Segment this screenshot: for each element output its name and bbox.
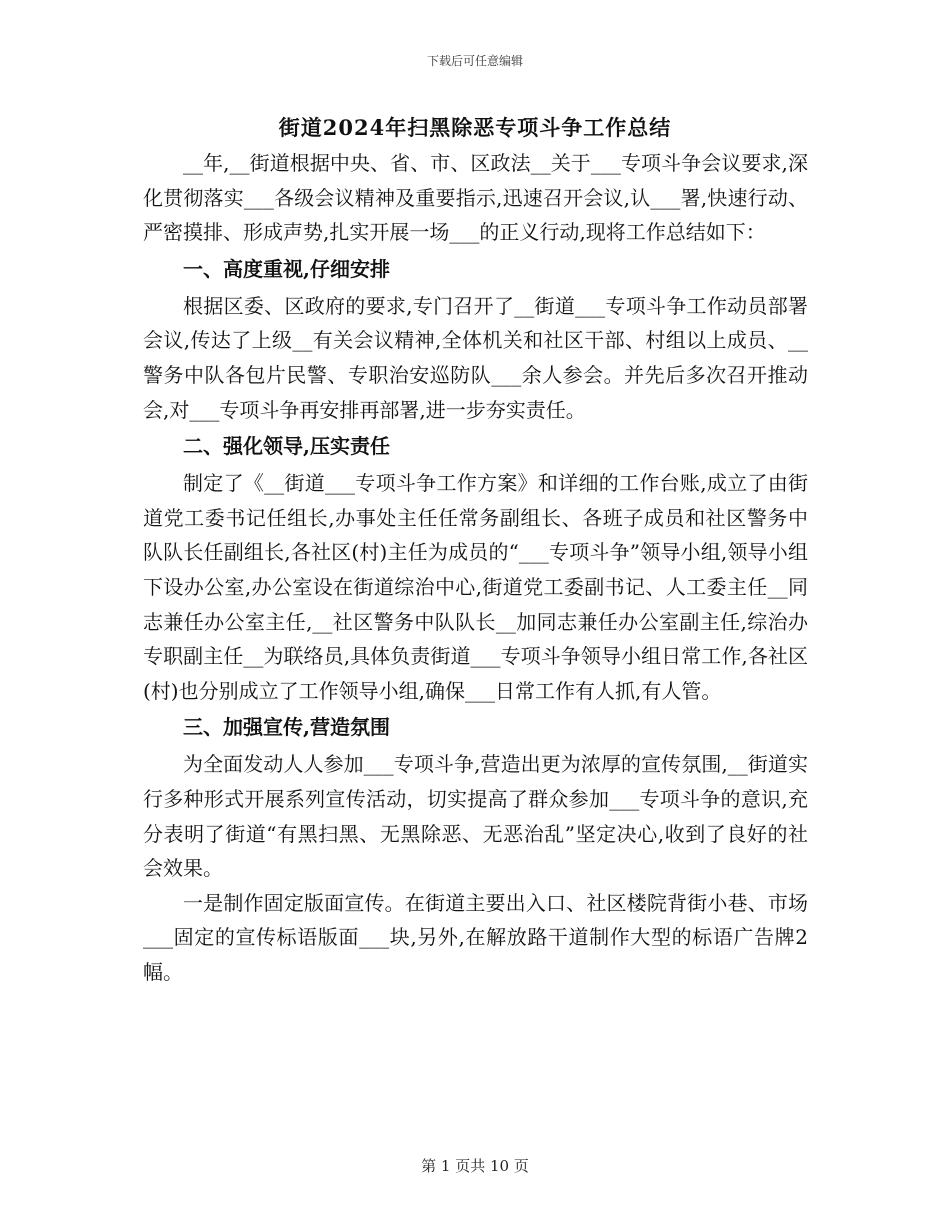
- section-3-heading: 三、加强宣传,营造氛围: [183, 715, 390, 740]
- section-3-paragraph-1: 为全面发动人人参加___专项斗争,营造出更为浓厚的宣传氛围,__街道实行多种形式开展系列宣传活动，切实提高了群众参加___专项斗争的意识,充分表明了街道“有黑扫黑、无黑除恶、无恶治乱”坚定决心,收到了良好的社会效果。: [143, 752, 808, 881]
- page-footer: 第 1 页共 10 页: [421, 1157, 529, 1175]
- header-note: 下载后可任意编辑: [426, 54, 523, 68]
- document-title: 街道2024年扫黑除恶专项斗争工作总结: [278, 115, 672, 140]
- document-body: [143, 146, 808, 989]
- section-2-paragraph: 制定了《__街道___专项斗争工作方案》和详细的工作台账,成立了由街道党工委书记任组长,办事处主任任常务副组长、各班子成员和社区警务中队队长任副组长,各社区(村)主任为成员的“___专项斗争”领导小组,领导小组下设办公室,办公室设在街道综治中心,街道党工委副书记、人工委主任__同志兼任办公室主任,__社区警务中队队长__加同志兼任办公室副主任,综治办专职副主任__为联络员,具体负责街道___专项斗争领导小组日常工作,各社区(村)也分别成立了工作领导小组,确保___日常工作有人抓,有人管。: [143, 471, 808, 703]
- section-3-paragraph-2: 一是制作固定版面宣传。在街道主要出入口、社区楼院背街小巷、市场___固定的宣传标语版面___块,另外,在解放路干道制作大型的标语广告牌2幅。: [143, 890, 808, 984]
- intro-paragraph: __年,__街道根据中央、省、市、区政法__关于___专项斗争会议要求,深化贯彻落实___各级会议精神及重要指示,迅速召开会议,认___署,快速行动、严密摸排、形成声势,扎实开展一场___的正义行动,现将工作总结如下：: [143, 151, 808, 245]
- section-2-heading: 二、强化领导,压实责任: [183, 434, 390, 459]
- section-1-paragraph: 根据区委、区政府的要求,专门召开了__街道___专项斗争工作动员部署会议,传达了上级__有关会议精神,全体机关和社区干部、村组以上成员、__警务中队各包片民警、专职治安巡防队___余人参会。并先后多次召开推动会,对___专项斗争再安排再部署,进一步夯实责任。: [143, 293, 808, 422]
- section-1-heading: 一、高度重视,仔细安排: [183, 256, 390, 281]
